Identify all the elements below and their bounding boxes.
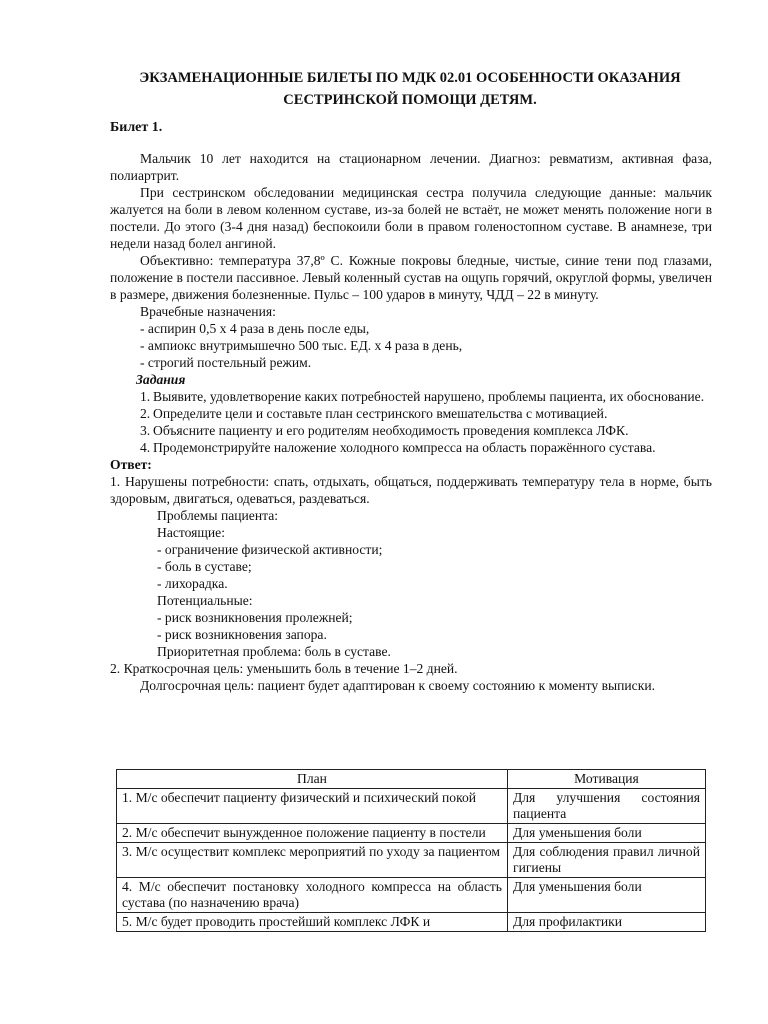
long-term-goal: Долгосрочная цель: пациент будет адаптирован к своему состоянию к моменту выписки.	[140, 678, 655, 693]
tasks-list	[110, 388, 712, 456]
document-title	[100, 67, 720, 111]
title-line-1: ЭКЗАМЕНАЦИОННЫЕ БИЛЕТЫ ПО МДК 02.01 ОСОБЕННОСТИ ОКАЗАНИЯ	[139, 70, 681, 86]
problem-item: - риск возникновения пролежней;	[157, 610, 353, 625]
case-paragraph-3: Объективно: температура 37,8º С. Кожные покровы бледные, чистые, синие тени под глазами, положение в постели пассивное. Левый коленный сустав на ощупь горячий, округлой формы, увеличен в размере, движения болезненные. Пульс – 100 ударов в минуту, ЧДД – 22 в минуту.	[110, 253, 712, 302]
document-body	[110, 150, 712, 694]
short-term-goal: 2. Краткосрочная цель: уменьшить боль в течение 1–2 дней.	[110, 661, 458, 676]
table-row	[117, 789, 706, 824]
answer-needs: 1. Нарушены потребности: спать, отдыхать, общаться, поддерживать температуру тела в норме, быть здоровым, двигаться, одеваться, раздеваться.	[110, 474, 712, 506]
problem-item: - ограничение физической активности;	[157, 542, 383, 557]
case-paragraph-2: При сестринском обследовании медицинская сестра получила следующие данные: мальчик жалуется на боли в левом коленном суставе, из-за болей не встаёт, не может менять положение ноги в постели. До этого (3-4 дня назад) беспокоили боли в правом голеностопном суставе. В анамнезе, три недели назад болел ангиной.	[110, 185, 712, 251]
order-item: - ампиокс внутримышечно 500 тыс. ЕД. х 4 раза в день,	[140, 338, 463, 353]
problem-item: - лихорадка.	[157, 576, 228, 591]
plan-cell: 3. М/с осуществит комплекс мероприятий по уходу за пациентом	[117, 843, 508, 878]
table-row	[117, 878, 706, 913]
column-header-motivation: Мотивация	[508, 770, 706, 789]
plan-cell: 5. М/с будет проводить простейший комплекс ЛФК и	[117, 913, 508, 932]
orders-heading: Врачебные назначения:	[140, 304, 276, 319]
problems-heading: Проблемы пациента:	[157, 508, 279, 523]
answer-heading: Ответ:	[110, 457, 152, 472]
task-item: 1. Выявите, удовлетворение каких потребностей нарушено, проблемы пациента, их обоснование.	[140, 389, 705, 404]
plan-cell: 4. М/с обеспечит постановку холодного компресса на область сустава (по назначению врача)	[117, 878, 508, 913]
task-item: 2. Определите цели и составьте план сестринского вмешательства с мотивацией.	[140, 406, 608, 421]
plan-cell: 1. М/с обеспечит пациенту физический и психический покой	[117, 789, 508, 824]
care-plan-table	[116, 769, 706, 932]
motivation-cell: Для уменьшения боли	[508, 878, 706, 913]
ticket-number: Билет 1.	[110, 120, 163, 135]
task-item: 4. Продемонстрируйте наложение холодного компресса на область поражённого сустава.	[140, 440, 656, 455]
problem-item: - риск возникновения запора.	[157, 627, 327, 642]
order-item: - строгий постельный режим.	[140, 355, 312, 370]
motivation-cell: Для улучшения состояния пациента	[508, 789, 706, 824]
table-row	[117, 843, 706, 878]
motivation-cell: Для уменьшения боли	[508, 824, 706, 843]
title-line-2: СЕСТРИНСКОЙ ПОМОЩИ ДЕТЯМ.	[283, 92, 537, 108]
column-header-plan: План	[117, 770, 508, 789]
priority-problem: Приоритетная проблема: боль в суставе.	[157, 644, 391, 659]
motivation-cell: Для профилактики	[508, 913, 706, 932]
potential-problems-heading: Потенциальные:	[157, 593, 253, 608]
plan-cell: 2. М/с обеспечит вынужденное положение пациенту в постели	[117, 824, 508, 843]
motivation-cell: Для соблюдения правил личной гигиены	[508, 843, 706, 878]
table-row	[117, 913, 706, 932]
tasks-heading: Задания	[136, 372, 186, 387]
case-paragraph-1: Мальчик 10 лет находится на стационарном лечении. Диагноз: ревматизм, активная фаза, полиартрит.	[110, 151, 712, 183]
order-item: - аспирин 0,5 х 4 раза в день после еды,	[140, 321, 370, 336]
current-problems-heading: Настоящие:	[157, 525, 225, 540]
task-item: 3. Объясните пациенту и его родителям необходимость проведения комплекса ЛФК.	[140, 423, 629, 438]
table-row	[117, 824, 706, 843]
problem-item: - боль в суставе;	[157, 559, 252, 574]
table-header-row	[117, 770, 706, 789]
